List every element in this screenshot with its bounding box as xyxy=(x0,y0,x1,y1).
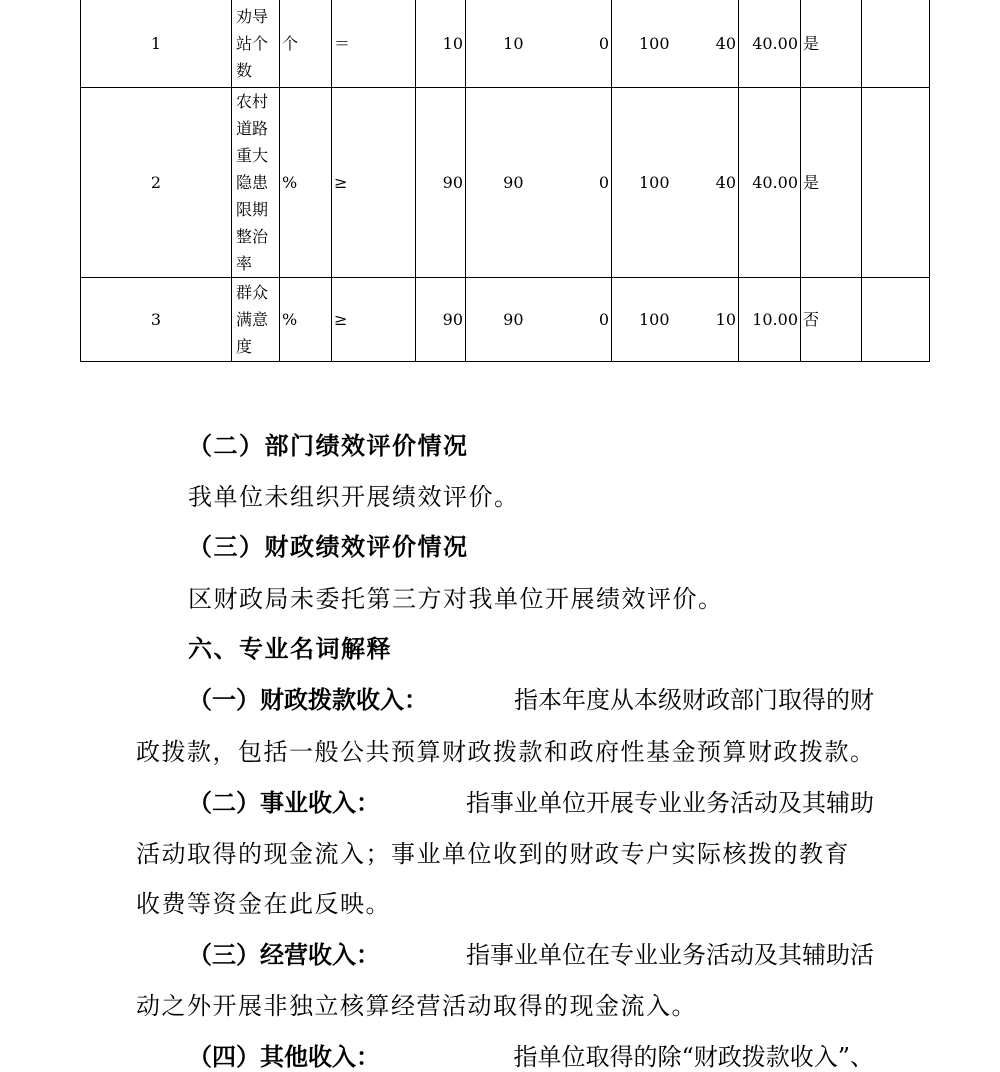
score-cell: 40.00 xyxy=(739,0,801,88)
empty-cell xyxy=(862,88,930,278)
unit-cell: 个 xyxy=(280,0,332,88)
empty-cell xyxy=(862,0,930,88)
value-cell: 100 xyxy=(612,88,672,278)
value-cell: 0 xyxy=(526,278,612,362)
flag-cell: 是 xyxy=(801,0,862,88)
operator-cell: ≥ xyxy=(332,278,416,362)
unit-cell: % xyxy=(280,278,332,362)
row-number: 1 xyxy=(81,0,232,88)
glossary-text: 指事业单位在专业业务活动及其辅助活 xyxy=(466,941,874,969)
row-number: 3 xyxy=(81,278,232,362)
table-row xyxy=(81,0,930,88)
glossary-term: （一）财政拨款收入： xyxy=(188,685,428,714)
glossary-term: （二）事业收入： xyxy=(188,788,380,817)
value-cell: 90 xyxy=(466,88,526,278)
glossary-text: 政拨款，包括一般公共预算财政拨款和政府性基金预算财政拨款。 xyxy=(136,738,876,766)
glossary-item-3 xyxy=(188,935,874,970)
indicator-name: 劝导站个数 xyxy=(232,0,280,88)
flag-cell: 否 xyxy=(801,278,862,362)
value-cell: 100 xyxy=(612,278,672,362)
glossary-text: 指单位取得的除“财政拨款收入”、 xyxy=(513,1043,874,1071)
value-cell: 90 xyxy=(416,88,466,278)
score-cell: 10.00 xyxy=(739,278,801,362)
value-cell: 0 xyxy=(526,0,612,88)
indicator-name: 农村道路重大隐患限期整治率 xyxy=(232,88,280,278)
fin-eval-text: 区财政局未委托第三方对我单位开展绩效评价。 xyxy=(188,585,724,613)
operator-cell: ＝ xyxy=(332,0,416,88)
glossary-text: 活动取得的现金流入；事业单位收到的财政专户实际核拨的教育 xyxy=(136,840,850,868)
value-cell: 10 xyxy=(466,0,526,88)
value-cell: 100 xyxy=(612,0,672,88)
empty-cell xyxy=(862,278,930,362)
glossary-text: 动之外开展非独立核算经营活动取得的现金流入。 xyxy=(136,992,697,1020)
flag-cell: 是 xyxy=(801,88,862,278)
table-row xyxy=(81,278,930,362)
performance-indicator-table xyxy=(80,0,930,362)
dept-eval-heading: （二）部门绩效评价情况 xyxy=(188,431,469,460)
glossary-text: 指本年度从本级财政部门取得的财 xyxy=(514,686,874,714)
value-cell: 40 xyxy=(672,0,739,88)
glossary-term: （四）其他收入： xyxy=(188,1042,380,1071)
dept-eval-text: 我单位未组织开展绩效评价。 xyxy=(188,483,520,511)
glossary-text: 指事业单位开展专业业务活动及其辅助 xyxy=(466,789,874,817)
glossary-term: （三）经营收入： xyxy=(188,940,380,969)
fin-eval-heading: （三）财政绩效评价情况 xyxy=(188,532,469,561)
value-cell: 10 xyxy=(416,0,466,88)
row-number: 2 xyxy=(81,88,232,278)
operator-cell: ≥ xyxy=(332,88,416,278)
glossary-heading: 六、专业名词解释 xyxy=(188,634,392,663)
glossary-item-1 xyxy=(188,680,874,715)
glossary-item-4 xyxy=(188,1037,874,1072)
value-cell: 0 xyxy=(526,88,612,278)
glossary-text: 收费等资金在此反映。 xyxy=(136,890,391,918)
unit-cell: % xyxy=(280,88,332,278)
indicator-name: 群众满意度 xyxy=(232,278,280,362)
value-cell: 90 xyxy=(466,278,526,362)
glossary-item-2 xyxy=(188,783,874,818)
value-cell: 90 xyxy=(416,278,466,362)
value-cell: 10 xyxy=(672,278,739,362)
value-cell: 40 xyxy=(672,88,739,278)
table-row xyxy=(81,88,930,278)
score-cell: 40.00 xyxy=(739,88,801,278)
